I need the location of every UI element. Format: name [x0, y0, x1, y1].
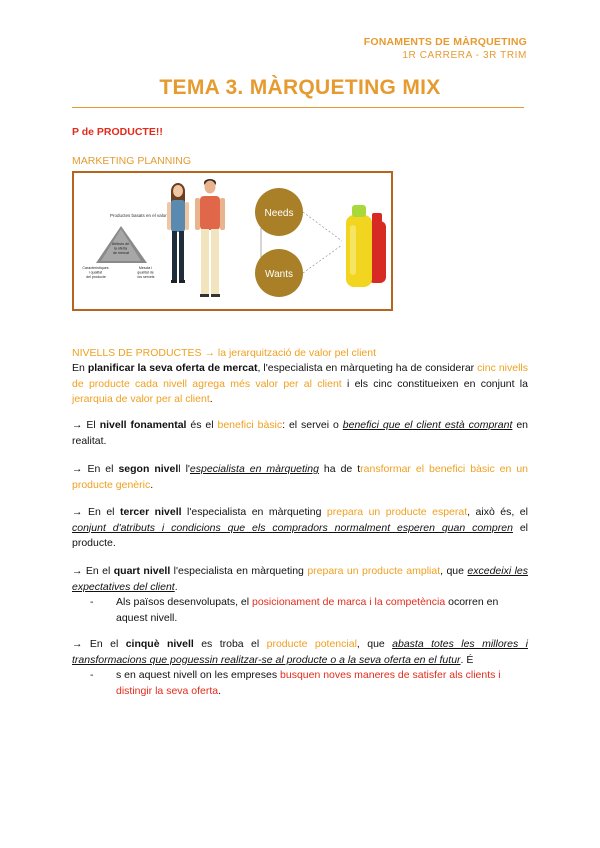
term-header: 1R CARRERA - 3R TRIM — [402, 50, 527, 61]
page-title: TEMA 3. MÀRQUETING MIX — [159, 76, 441, 99]
levels-heading: NIVELLS DE PRODUCTES → la jerarquització de valor pel client — [72, 347, 377, 359]
pyramid-title: Productes basats en el valor — [110, 213, 167, 218]
title-divider — [72, 107, 524, 108]
intro-paragraph: En planificar la seva oferta de mercat, l'especialista en màrqueting ha de considerar cinc nivells de producte cada nivell agrega més valor per al client i els cinc constitueixen en conjunt la jerarquia de valor per al client. — [72, 362, 528, 405]
subheading: MARKETING PLANNING — [72, 155, 192, 167]
pyramid-right-label: Mescla i qualitat de los serveis — [137, 266, 155, 279]
bullet-dash: - — [90, 596, 94, 608]
wants-label: Wants — [265, 269, 293, 280]
man-figure — [195, 179, 225, 297]
needs-to-product-line — [303, 212, 342, 241]
bullet-dash: - — [90, 669, 94, 681]
figure-illustration — [74, 173, 391, 309]
level-5-bullet: - s en aquest nivell on les empreses busquen noves maneres de satisfer als clients i distingir la seva oferta. — [72, 668, 528, 699]
wants-to-product-line — [303, 245, 342, 273]
pyramid-center-label: Atributs de la oferta de mercat — [111, 242, 130, 255]
level-3-paragraph: → En el tercer nivell l'especialista en màrqueting prepara un producte esperat, això és, el conjunt d'atributs i condicions que els compradors normalment esperen quan compren el producte. — [72, 506, 528, 549]
level-2-paragraph: → En el segon nivell l'especialista en màrqueting ha de transformar el benefici bàsic en un producte genèric. — [72, 463, 529, 491]
product-bottles — [346, 205, 386, 287]
level-5-paragraph: → En el cinquè nivell es troba el producte potencial, que abasta totes les millores i transformacions que poguessin realitzar-se al producte o a la seva oferta en el futur. É — [72, 638, 528, 666]
marketing-planning-figure — [72, 171, 393, 311]
woman-figure — [167, 183, 189, 283]
needs-label: Needs — [264, 208, 294, 219]
level-4-bullet: - Als països desenvolupats, el posicionament de marca i la competència ocorren en aquest nivell. — [72, 595, 528, 626]
level-4-paragraph: → En el quart nivell l'especialista en màrqueting prepara un producte ampliat, que excedeixi les expectatives del client. — [72, 565, 528, 593]
level-1-paragraph: → El nivell fonamental és el benefici bàsic: el servei o benefici que el client està comprant en realitat. — [72, 419, 528, 447]
course-header: FONAMENTS DE MÀRQUETING — [363, 36, 527, 48]
pyramid-left-label: Característiques i qualitat del producte — [82, 266, 109, 279]
section-heading: P de PRODUCTE!! — [72, 126, 163, 138]
